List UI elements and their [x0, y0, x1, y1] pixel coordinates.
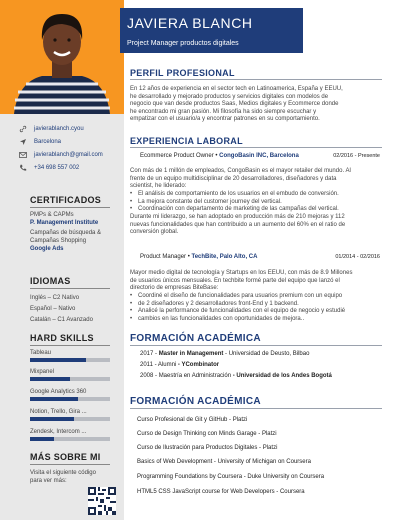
email-icon [18, 150, 28, 160]
hard-skills-section [0, 333, 124, 346]
education-school: - Universidad de los Andes Bogotá [231, 373, 332, 379]
text-line: nuevas funcionalidades que han contribuido a un aumento del 60% en el ratio de [130, 221, 346, 228]
bullet-item: • de 2 diseñadores y 2 desarrolladores front-End y 1 backend. [130, 301, 382, 309]
skill-item [30, 369, 110, 381]
contact-website[interactable] [18, 122, 122, 135]
education-item [140, 351, 309, 357]
profile-photo [0, 0, 124, 114]
bullet-item: • El análisis de comportamiento de los usuarios en el embudo de conversión. [130, 191, 382, 199]
skill-bar [30, 437, 110, 441]
bullet-item: • La mejora constante del customer journey del vertical. [130, 199, 382, 207]
candidate-role: Project Manager productos digitales [127, 40, 239, 47]
education-degree: Master in Management [158, 351, 224, 357]
job-description [130, 270, 382, 293]
cert-line: Campañas Shopping [30, 238, 87, 244]
text-line: Con más de 1 millón de empleados, CongoBasin es el mayor retailer del mundo. Al [130, 168, 351, 174]
idiomas-section [0, 276, 124, 326]
mas-sobre-mi-text: Visita el siguiente código [30, 470, 96, 476]
contact-list [18, 122, 122, 174]
mas-sobre-mi-text: para ver más: [30, 478, 67, 484]
experiencia-title: EXPERIENCIA LABORAL [130, 136, 243, 146]
skill-item [30, 409, 110, 421]
job-header [140, 153, 380, 162]
text-line: Durante mi liderazgo, se han adoptado en producción más de 210 mejoras y 112 [130, 214, 345, 220]
text-line: he encontrado mi gran pasión. Mi filosofía ha sido siempre escuchar y [130, 108, 317, 115]
text-line: frente de un equipo multidisciplinar de 20 desarrolladores, diseñadores y data [130, 175, 337, 182]
text-line: he desarrollado y mejorado productos y servicios digitales con modelos de [130, 93, 329, 100]
qr-code[interactable] [88, 487, 116, 515]
perfil-title: PERFIL PROFESIONAL [130, 68, 235, 78]
location-pin-icon [18, 137, 28, 147]
contact-website-text: javierablanch.cyou [34, 125, 84, 132]
skill-bar-fill [30, 358, 86, 362]
text-line: conversión global. [130, 229, 179, 236]
perfil-text [130, 86, 382, 124]
skill-name: Zendesk, Intercom ... [30, 429, 87, 435]
education-item [140, 362, 219, 368]
job-description [130, 214, 382, 237]
text-line: de usuarios únicos mensuales. En techbite formé parte del equipo que lanzó el [130, 277, 340, 284]
skill-name: Mixpanel [30, 369, 55, 375]
skill-bar-fill [30, 437, 54, 441]
job-header [140, 254, 380, 263]
hard-skills-title: HARD SKILLS [30, 333, 94, 343]
job-bullets [130, 293, 382, 323]
certificados-section [0, 195, 124, 253]
job-dates: 02/2016 - Presente [333, 153, 380, 159]
job-company: CongoBasin INC, Barcelona [219, 153, 299, 159]
education-degree: Maestría en Administración [158, 373, 232, 379]
course-item: Basics of Web Development - University of Michigan on Coursera [137, 459, 311, 465]
job-company: TechBite, Palo Alto, CA [191, 254, 258, 260]
cert-line: Google Ads [30, 246, 64, 252]
education-degree: Alumni [157, 362, 177, 368]
contact-location [18, 135, 122, 148]
skill-item [30, 389, 110, 401]
text-line: En 12 años de experiencia en el sector tech en Latinoamerica, España y EEUU, [130, 86, 343, 92]
education-item [140, 373, 332, 379]
formacion-title: FORMACIÓN ACADÉMICA [130, 396, 261, 407]
job-bullets [130, 191, 382, 214]
bullet-item: • Coordinación con departamento de marketing de las campañas del vertical. [130, 206, 382, 214]
contact-email[interactable] [18, 148, 122, 161]
course-item: Curso Profesional de Git y GitHub - Platzi [137, 417, 248, 423]
course-item: Programming Foundations by Coursera - Duke University on Coursera [137, 474, 325, 480]
link-icon [18, 124, 28, 134]
text-line: negocio que van desde productos Saas, Medios digitales y Ecommerce donde [130, 101, 339, 108]
certificados-title: CERTIFICADOS [30, 195, 102, 205]
education-school: - YCombinator [176, 362, 220, 368]
job-description [130, 168, 382, 191]
text-line: scientist, he liderado: [130, 183, 187, 190]
skill-bar [30, 377, 110, 381]
divider [130, 79, 382, 80]
contact-email-text: javierablanch@gmail.com [34, 151, 103, 158]
divider [130, 147, 382, 148]
bullet-item: • cambios en las funcionalidades con oportunidades de mejora.. [130, 316, 382, 324]
divider [130, 345, 382, 346]
contact-location-text: Barcelona [34, 138, 62, 145]
course-item: Curso de Design Thinking con Minds Garage - Platzi [137, 431, 277, 437]
skill-bar [30, 358, 110, 362]
cert-line: Campañas de búsqueda & [30, 230, 102, 236]
education-school: - Universidad de Deusto, Bilbao [223, 351, 310, 357]
divider [130, 408, 382, 409]
skill-item [30, 429, 110, 441]
text-line: empatizar con el usuario/a y encontrar patrones en su comportamiento. [130, 116, 320, 123]
education-year: 2011 - [140, 362, 158, 368]
skill-name: Google Analytics 360 [30, 389, 87, 395]
skill-name: Notion, Trello, Gira ... [30, 409, 87, 415]
bullet-item: • Analicé la performance de funcionalidades con el equipo de negocio y estudié [130, 308, 382, 316]
skill-item [30, 350, 110, 362]
skill-name: Tableau [30, 350, 52, 356]
name-header [120, 8, 303, 53]
job-role: Ecommerce Product Owner • [140, 153, 220, 159]
job-dates: 01/2014 - 02/2016 [335, 254, 380, 260]
skill-bar-fill [30, 377, 70, 381]
contact-phone-text: +34 698 557 002 [34, 164, 80, 171]
candidate-name: JAVIERA BLANCH [127, 15, 253, 31]
education-year: 2008 - [140, 373, 159, 379]
course-item: Curso de Ilustración para Productos Digitales - Platzi [137, 445, 278, 451]
cert-line: P. Management Institute [30, 220, 99, 226]
language-item: Inglés – C2 Nativo [30, 295, 80, 301]
skill-bar-fill [30, 397, 78, 401]
language-item: Catalán – C1 Avanzado [30, 317, 93, 323]
language-item: Español – Nativo [30, 306, 76, 312]
skill-bar-fill [30, 417, 74, 421]
phone-icon [18, 163, 28, 173]
formacion-title: FORMACIÓN ACADÉMICA [130, 333, 261, 344]
contact-phone[interactable] [18, 161, 122, 174]
mas-sobre-mi-section [0, 452, 124, 485]
cert-line: PMPs & CAPMs [30, 212, 74, 218]
course-item: HTML5 CSS JavaScript course for Web Developers - Coursera [137, 489, 305, 495]
skill-bar [30, 397, 110, 401]
idiomas-title: IDIOMAS [30, 276, 71, 286]
skill-bar [30, 417, 110, 421]
divider [30, 345, 110, 346]
bullet-item: • Coordiné el diseño de funcionalidades para usuarios premium con un equipo [130, 293, 382, 301]
job-role: Product Manager • [140, 254, 192, 260]
text-line: Mayor medio digital de tecnología y Startups en los EEUU, con más de 8.9 Millones [130, 270, 353, 276]
mas-sobre-mi-title: MÁS SOBRE MI [30, 452, 101, 462]
education-year: 2017 - [140, 351, 159, 357]
text-line: directorio de empresas BiteBase: [130, 285, 219, 292]
